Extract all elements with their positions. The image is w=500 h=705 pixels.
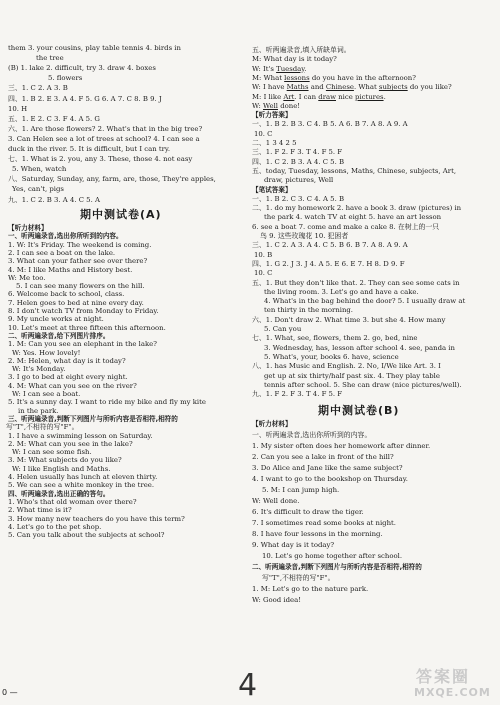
text-line: ten thirty in the morning. xyxy=(264,306,353,315)
text-line: 四、1. C 2. B 3. A 4. C 5. B xyxy=(252,157,345,166)
text-line: 一、1. B 2. B 3. C 4. B 5. A 6. B 7. A 8. A 9. A xyxy=(252,120,408,129)
text-line: W: I have Maths and Chinese. What subjects do you like? xyxy=(252,83,452,92)
text-line: 七、1. What, see, flowers, them 2. go, bed, nine xyxy=(252,334,418,343)
text-line: 6. see a boat 7. come and make a cake 8. 在树上的一只 xyxy=(252,222,440,231)
text-line: W: Good idea! xyxy=(252,596,301,604)
text-line: M: What day is it today? xyxy=(252,55,337,64)
watermark-logo xyxy=(412,664,498,702)
text-line: 六、1. Don't draw 2. What time 3. but she 4. How many xyxy=(252,315,446,324)
text-line: 八、1. has Music and English. 2. No, I/We like Art. 3. I xyxy=(252,362,441,371)
text-line: 鸟 9. 这些玫瑰花 10. 犯困者 xyxy=(260,232,349,240)
section-heading: 三、听两遍录音,判断下列图片与所听内容是否相符,相符的 xyxy=(8,414,178,423)
text-line: 5. It's a sunny day. I want to ride my bike and fly my kite xyxy=(8,398,206,407)
text-line: W: I can see some fish. xyxy=(12,448,92,457)
text-line: 二、1. do my homework 2. have a book 3. draw (pictures) in xyxy=(252,204,462,213)
text-line: 10. C xyxy=(254,129,273,138)
text-line: W: Me too. xyxy=(8,273,46,282)
text-line: draw, pictures, Well xyxy=(264,176,334,185)
text-line: 7. Helen goes to bed at nine every day. xyxy=(8,298,144,307)
section-heading: 【听力材料】 xyxy=(252,420,292,428)
text-line: 9. What day is it today? xyxy=(252,541,335,549)
text-line: 一、听两遍录音,选出你所听到的内容。 xyxy=(252,431,372,439)
text-line: 1. W: It's Friday. The weekend is coming. xyxy=(8,240,152,249)
text-line: 4. What's in the bag behind the door? 5. I usually draw at xyxy=(264,297,466,306)
text-line: 10. Let's go home together after school. xyxy=(262,552,403,560)
text-line: 6. It's difficult to draw the tiger. xyxy=(252,508,364,516)
text-line: 三、1. C 2. A 3. B xyxy=(8,84,68,93)
text-line: 5. Can you xyxy=(264,325,302,333)
text-line: duck in the river. 5. It is difficult, but I can try. xyxy=(8,145,171,153)
text-line: 五、today, Tuesday, lessons, Maths, Chinese, subjects, Art, xyxy=(252,166,457,175)
text-line: W: Well done! xyxy=(252,101,301,110)
text-line: 4. M: I like Maths and History best. xyxy=(8,265,133,274)
text-line: 5. M: I can jump high. xyxy=(262,486,340,494)
text-line: 六、1. Are those flowers? 2. What's that in the big tree? xyxy=(8,124,203,133)
text-line: 五、听两遍录音,填入所缺单词。 xyxy=(252,46,351,54)
text-line: 10. H xyxy=(8,104,28,113)
text-line: 5. What's, your, books 6. have, science xyxy=(264,352,399,361)
text-line: 3. What can your father see over there? xyxy=(8,257,148,266)
text-line: 8. I have four lessons in the morning. xyxy=(252,530,383,538)
section-heading: 二、听两遍录音,判断下列图片与所听内容是否相符,相符的 xyxy=(252,563,422,571)
text-line: 四、1. G 2. J 3. J 4. A 5. E 6. E 7. H 8. D 9. F xyxy=(252,259,405,268)
text-line: 二、1 3 4 2 5 xyxy=(252,139,297,147)
text-line: 6. Welcome back to school, class. xyxy=(8,290,125,299)
handwritten-page-number: 4 xyxy=(238,668,258,703)
text-line: 3. Do Alice and Jane like the same subject? xyxy=(252,464,403,472)
text-line: 8. I don't watch TV from Monday to Friday. xyxy=(8,307,159,315)
section-heading: 【笔试答案】 xyxy=(252,185,292,194)
text-line: 四、1. B 2. E 3. A 4. F 5. G 6. A 7. C 8. B 9. J xyxy=(8,94,162,103)
text-line: M: I like Art. I can draw nice pictures. xyxy=(252,92,386,101)
text-line: 七、1. What is 2. you, any 3. These, those 4. not easy xyxy=(8,155,193,164)
text-line: 2. What time is it? xyxy=(8,506,72,515)
text-line: W: Well done. xyxy=(252,497,300,505)
text-line: 九、1. C 2. B 3. A 4. C 5. A xyxy=(8,195,100,204)
text-line: 3. M: What subjects do you like? xyxy=(8,456,122,465)
text-line: 1. Who's that old woman over there? xyxy=(8,497,137,506)
text-line: 2. M: What can you see in the lake? xyxy=(8,439,133,448)
text-line: W: I like English and Maths. xyxy=(12,464,111,473)
text-line: 八、Saturday, Sunday, any, farm, are, those, They're apples, xyxy=(8,175,216,184)
text-line: Yes, can't, pigs xyxy=(12,185,64,194)
text-line: 3. Can Helen see a lot of trees at school? 4. I can see a xyxy=(8,134,200,143)
watermark-line1: 答案圈 xyxy=(416,667,471,686)
text-line: 5. We can see a white monkey in the tree. xyxy=(8,481,155,490)
text-line: the park 4. watch TV at eight 5. have an art lesson xyxy=(264,213,442,222)
text-line: 五、1. E 2. C 3. F 4. A 5. G xyxy=(8,114,100,123)
text-line: 5. Can you talk about the subjects at school? xyxy=(8,531,165,540)
text-line: 九、1. F 2. F 3. T 4. F 5. F xyxy=(252,390,343,399)
text-line: 2. M: Helen, what day is it today? xyxy=(8,356,126,365)
text-line: 5. flowers xyxy=(48,74,83,83)
text-line: W: Yes. How lovely! xyxy=(12,348,81,357)
text-line: 3. I go to bed at eight every night. xyxy=(8,373,128,382)
section-heading: 【听力答案】 xyxy=(252,111,292,120)
text-line: 2. Can you see a lake in front of the hill? xyxy=(252,453,394,461)
text-line: 3. Wednesday, has, lesson after school 4. see, panda in xyxy=(264,343,455,352)
text-line: 1. I have a swimming lesson on Saturday. xyxy=(8,431,153,440)
text-line: in the park. xyxy=(18,406,59,415)
text-line: tennis after school. 5. She can draw (nice pictures/well). xyxy=(264,380,462,389)
text-line: them 3. your cousins, play table tennis 4. birds in xyxy=(8,44,181,52)
text-line: 写"T",不相符的写"F"。 xyxy=(262,574,335,582)
text-line: 三、1. C 2. A 3. A 4. C 5. B 6. B 7. A 8. A 9. A xyxy=(252,241,408,250)
section-title: 期中测试卷(B) xyxy=(318,404,400,417)
text-line: (B) 1. lake 2. difficult, try 3. draw 4. boxes xyxy=(8,64,156,73)
text-line: 五、1. But they don't like that. 2. They can see some cats in xyxy=(252,278,460,287)
text-line: W: It's Tuesday. xyxy=(252,64,307,73)
text-line: 写"T",不相符的写"F"。 xyxy=(6,423,79,432)
text-line: 9. My uncle works at night. xyxy=(8,315,104,324)
watermark-line2: MXQE.COM xyxy=(414,686,491,699)
text-line: 4. I want to go to the bookshop on Thursday. xyxy=(252,475,408,483)
text-line: W: I can see a boat. xyxy=(12,390,81,398)
text-line: 5. I can see many flowers on the hill. xyxy=(16,282,145,291)
text-line: 三、1. F 2. F 3. T 4. F 5. F xyxy=(252,148,343,157)
section-heading: 二、听两遍录音,给下列图片排序。 xyxy=(8,331,110,340)
text-line: 10. C xyxy=(254,269,273,278)
text-line: 2. I can see a boat on the lake. xyxy=(8,248,116,257)
section-heading: 一、听两遍录音,选出你所听到的内容。 xyxy=(8,232,123,241)
text-line: 4. M: What can you see on the river? xyxy=(8,381,137,390)
text-line: 10. B xyxy=(254,250,273,259)
text-line: 10. Let's meet at three fifteen this afternoon. xyxy=(8,323,166,332)
section-heading: 四、听两遍录音,选出正确的答句。 xyxy=(8,489,110,498)
section-heading: 【听力材料】 xyxy=(8,224,48,232)
text-line: get up at six thirty/half past six. 4. They play table xyxy=(264,371,440,380)
text-line: 1. My sister often does her homework after dinner. xyxy=(252,442,431,450)
text-line: 5. When, watch xyxy=(12,165,67,174)
text-line: 4. Let's go to the pet shop. xyxy=(8,522,102,531)
page-number: 0 — xyxy=(2,688,18,697)
text-line: 1. M: Can you see an elephant in the lake? xyxy=(8,340,157,349)
text-line: W: It's Monday. xyxy=(12,365,66,374)
section-title: 期中测试卷(A) xyxy=(80,208,162,221)
text-line: 1. M: Let's go to the nature park. xyxy=(252,585,369,593)
text-line: 7. I sometimes read some books at night. xyxy=(252,519,396,527)
text-line: 3. How many new teachers do you have this term? xyxy=(8,514,185,523)
text-line: the living room. 3. Let's go and have a cake. xyxy=(264,287,419,296)
text-line: M: What lessons do you have in the afternoon? xyxy=(252,73,416,82)
text-line: 4. Helen usually has lunch at eleven thirty. xyxy=(8,473,158,481)
text-line: the tree xyxy=(36,54,64,63)
text-line: 一、1. B 2. C 3. C 4. A 5. B xyxy=(252,194,345,203)
